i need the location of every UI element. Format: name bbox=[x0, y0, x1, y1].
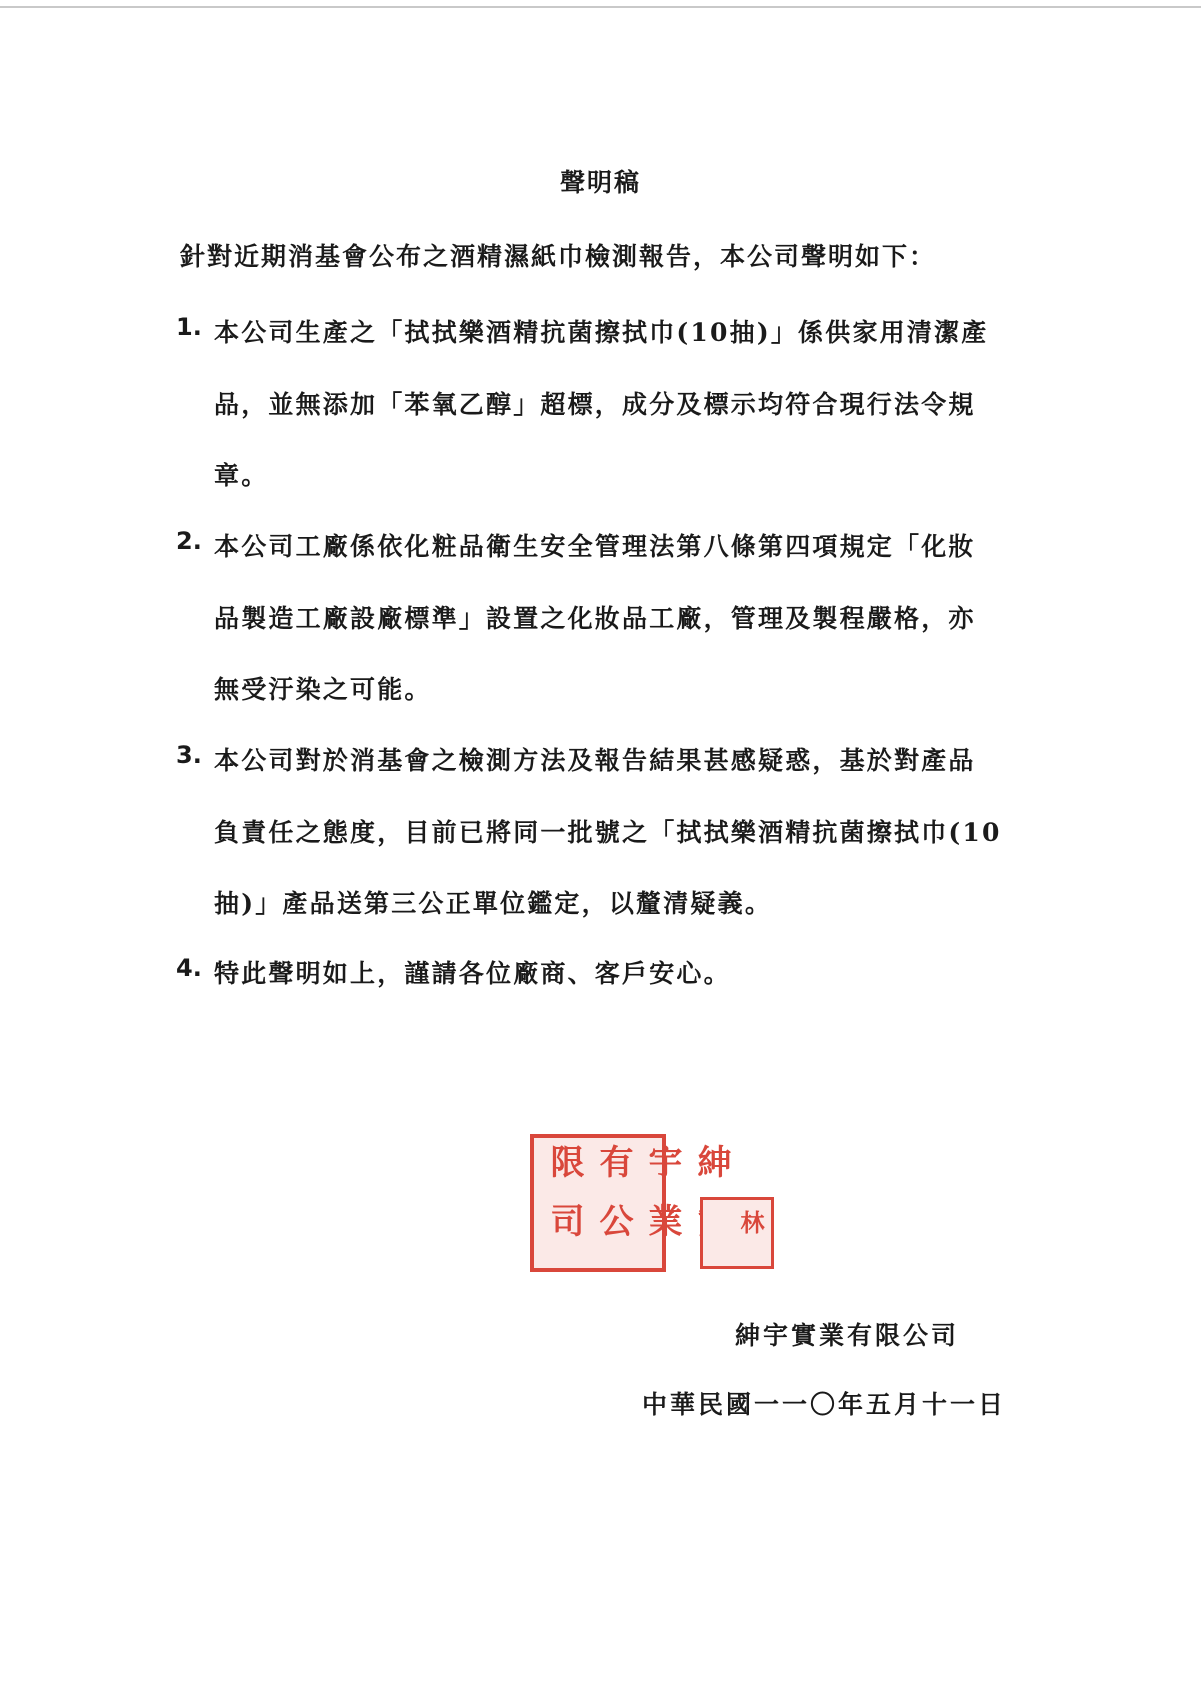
item-line: 品製造工廠設廠標準」設置之化妝品工廠，管理及製程嚴格，亦 bbox=[214, 604, 976, 633]
item-line: 品，並無添加「苯氧乙醇」超標，成分及標示均符合現行法令規 bbox=[214, 390, 976, 419]
seal-char bbox=[737, 1238, 768, 1263]
item-number: 1. bbox=[176, 313, 202, 341]
seal-char: 業 bbox=[642, 1203, 682, 1237]
item-number: 3. bbox=[176, 741, 202, 769]
item-line: 本公司對於消基會之檢測方法及報告結果甚感疑惑，基於對產品 bbox=[214, 746, 976, 775]
scan-edge-line bbox=[0, 6, 1201, 8]
item-line: 抽)」產品送第三公正單位鑑定，以釐清疑義。 bbox=[214, 889, 773, 918]
intro-paragraph: 針對近期消基會公布之酒精濕紙巾檢測報告，本公司聲明如下： bbox=[180, 242, 937, 271]
issue-date: 中華民國一一〇年五月十一日 bbox=[642, 1390, 1007, 1419]
seal-char: 林 bbox=[740, 1208, 765, 1237]
page-title: 聲明稿 bbox=[559, 168, 641, 197]
seal-char: 有限 bbox=[544, 1144, 633, 1178]
item-line: 負責任之態度，目前已將同一批號之「拭拭樂酒精抗菌擦拭巾(10 bbox=[214, 818, 1002, 847]
representative-seal-stamp bbox=[700, 1197, 774, 1269]
company-seal-stamp bbox=[530, 1134, 731, 1272]
seal-char: 公司 bbox=[544, 1203, 633, 1237]
item-line: 特此聲明如上，謹請各位廠商、客戶安心。 bbox=[214, 959, 731, 988]
seal-char: 紳宇 bbox=[642, 1144, 731, 1178]
item-line: 無受汙染之可能。 bbox=[214, 675, 432, 704]
seal-char bbox=[706, 1238, 737, 1263]
item-line: 章。 bbox=[214, 461, 269, 490]
company-name: 紳宇實業有限公司 bbox=[735, 1321, 960, 1350]
item-line: 本公司工廠係依化粧品衛生安全管理法第八條第四項規定「化妝 bbox=[214, 532, 976, 561]
item-number: 4. bbox=[176, 954, 202, 982]
item-line: 本公司生產之「拭拭樂酒精抗菌擦拭巾(10抽)」係供家用清潔產 bbox=[214, 318, 989, 347]
item-number: 2. bbox=[176, 527, 202, 555]
seal-char bbox=[706, 1203, 737, 1238]
